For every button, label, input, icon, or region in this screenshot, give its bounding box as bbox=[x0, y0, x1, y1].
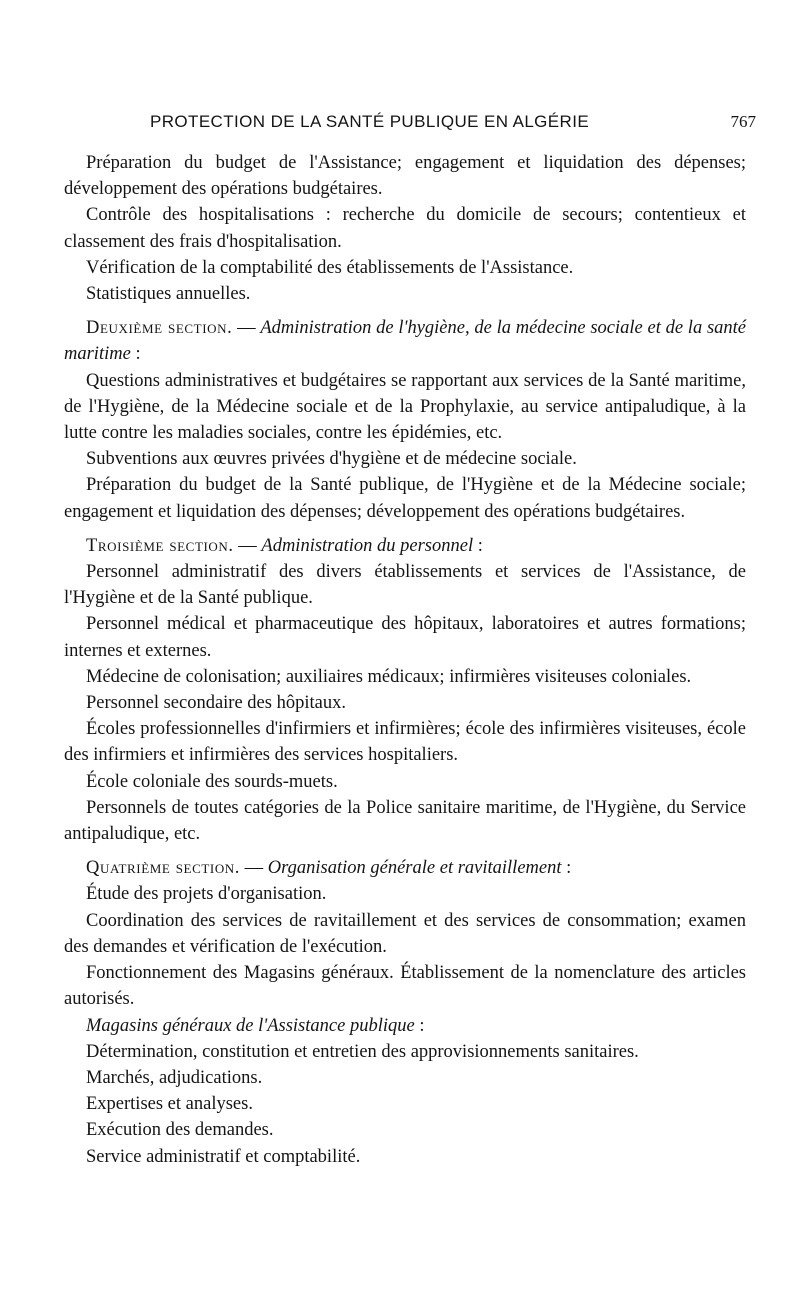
page-header bbox=[64, 112, 756, 142]
paragraph: Statistiques annuelles. bbox=[86, 284, 251, 305]
paragraph: Étude des projets d'organisation. bbox=[86, 884, 327, 905]
subheading-title: Magasins généraux de l'Assistance publique bbox=[86, 1015, 415, 1036]
section-dash: — bbox=[240, 858, 268, 879]
paragraph: Questions administratives et budgétaires se rapportant aux services de la Santé maritime, de l'Hygiène, de la Médecine sociale et de la Prophylaxie, au service antipaludique, à la lutte contre les maladies sociales, contre les épidémies, etc. bbox=[64, 370, 746, 444]
section-colon: : bbox=[561, 858, 572, 879]
paragraph: Personnel administratif des divers établissements et services de l'Assistance, de l'Hygiène et de la Santé publique. bbox=[64, 562, 746, 609]
paragraph: Contrôle des hospitalisations : recherche du domicile de secours; contentieux et classement des frais d'hospitalisation. bbox=[64, 205, 746, 252]
subheading bbox=[64, 1013, 746, 1039]
section-label: Deuxième section. bbox=[86, 318, 233, 339]
section-label: Quatrième section. bbox=[86, 858, 241, 879]
section-label: Troisième section. bbox=[86, 535, 234, 556]
paragraph: Vérification de la comptabilité des établissements de l'Assistance. bbox=[86, 257, 574, 278]
section-title: Organisation générale et ravitaillement bbox=[267, 858, 562, 879]
paragraph: Subventions aux œuvres privées d'hygiène et de médecine sociale. bbox=[86, 449, 577, 470]
section-3 bbox=[64, 533, 746, 847]
paragraph: Personnels de toutes catégories de la Police sanitaire maritime, de l'Hygiène, du Service antipaludique, etc. bbox=[64, 797, 746, 845]
running-title: PROTECTION DE LA SANTÉ PUBLIQUE EN ALGÉRIE bbox=[150, 112, 590, 131]
paragraph: Personnel secondaire des hôpitaux. bbox=[86, 693, 346, 714]
paragraph: Service administratif et comptabilité. bbox=[86, 1146, 361, 1167]
paragraph: Détermination, constitution et entretien des approvisionnements sanitaires. bbox=[86, 1041, 639, 1062]
section-title: Administration de l'hygiène, de la médecine sociale et de la santé maritime bbox=[64, 318, 747, 365]
paragraph: Expertises et analyses. bbox=[86, 1094, 253, 1115]
section-heading bbox=[64, 315, 746, 367]
paragraph: Préparation du budget de l'Assistance; engagement et liquidation des dépenses; développement des opérations budgétaires. bbox=[64, 153, 746, 200]
section-heading bbox=[64, 533, 746, 559]
book-page bbox=[64, 112, 756, 1170]
section-title: Administration du personnel bbox=[261, 535, 474, 556]
paragraph: Préparation du budget de la Santé publique, de l'Hygiène et de la Médecine sociale; engagement et liquidation des dépenses; développement des opérations budgétaires. bbox=[64, 475, 746, 522]
section-colon: : bbox=[473, 535, 483, 556]
paragraph: Exécution des demandes. bbox=[86, 1120, 274, 1141]
section-heading bbox=[64, 855, 746, 881]
section-4 bbox=[64, 855, 746, 1169]
paragraph: Écoles professionnelles d'infirmiers et infirmières; école des infirmières visiteuses, école des infirmiers et infirmières des services hospitaliers. bbox=[64, 719, 746, 766]
paragraph: Marchés, adjudications. bbox=[86, 1067, 263, 1088]
paragraph: École coloniale des sourds-muets. bbox=[86, 771, 338, 792]
section-colon: : bbox=[130, 344, 141, 365]
paragraph: Médecine de colonisation; auxiliaires médicaux; infirmières visiteuses coloniales. bbox=[86, 666, 692, 687]
section-2 bbox=[64, 315, 746, 525]
page-number: 767 bbox=[730, 112, 756, 131]
section-dash: — bbox=[232, 318, 261, 339]
paragraph: Coordination des services de ravitaillement et des services de consommation; examen des demandes et vérification de l'exécution. bbox=[64, 910, 746, 957]
paragraph: Personnel médical et pharmaceutique des hôpitaux, laboratoires et autres formations; internes et externes. bbox=[64, 614, 746, 661]
intro-block bbox=[64, 150, 746, 307]
subheading-colon: : bbox=[414, 1015, 425, 1036]
section-dash: — bbox=[233, 535, 262, 556]
paragraph: Fonctionnement des Magasins généraux. Établissement de la nomenclature des articles autorisés. bbox=[64, 963, 746, 1010]
